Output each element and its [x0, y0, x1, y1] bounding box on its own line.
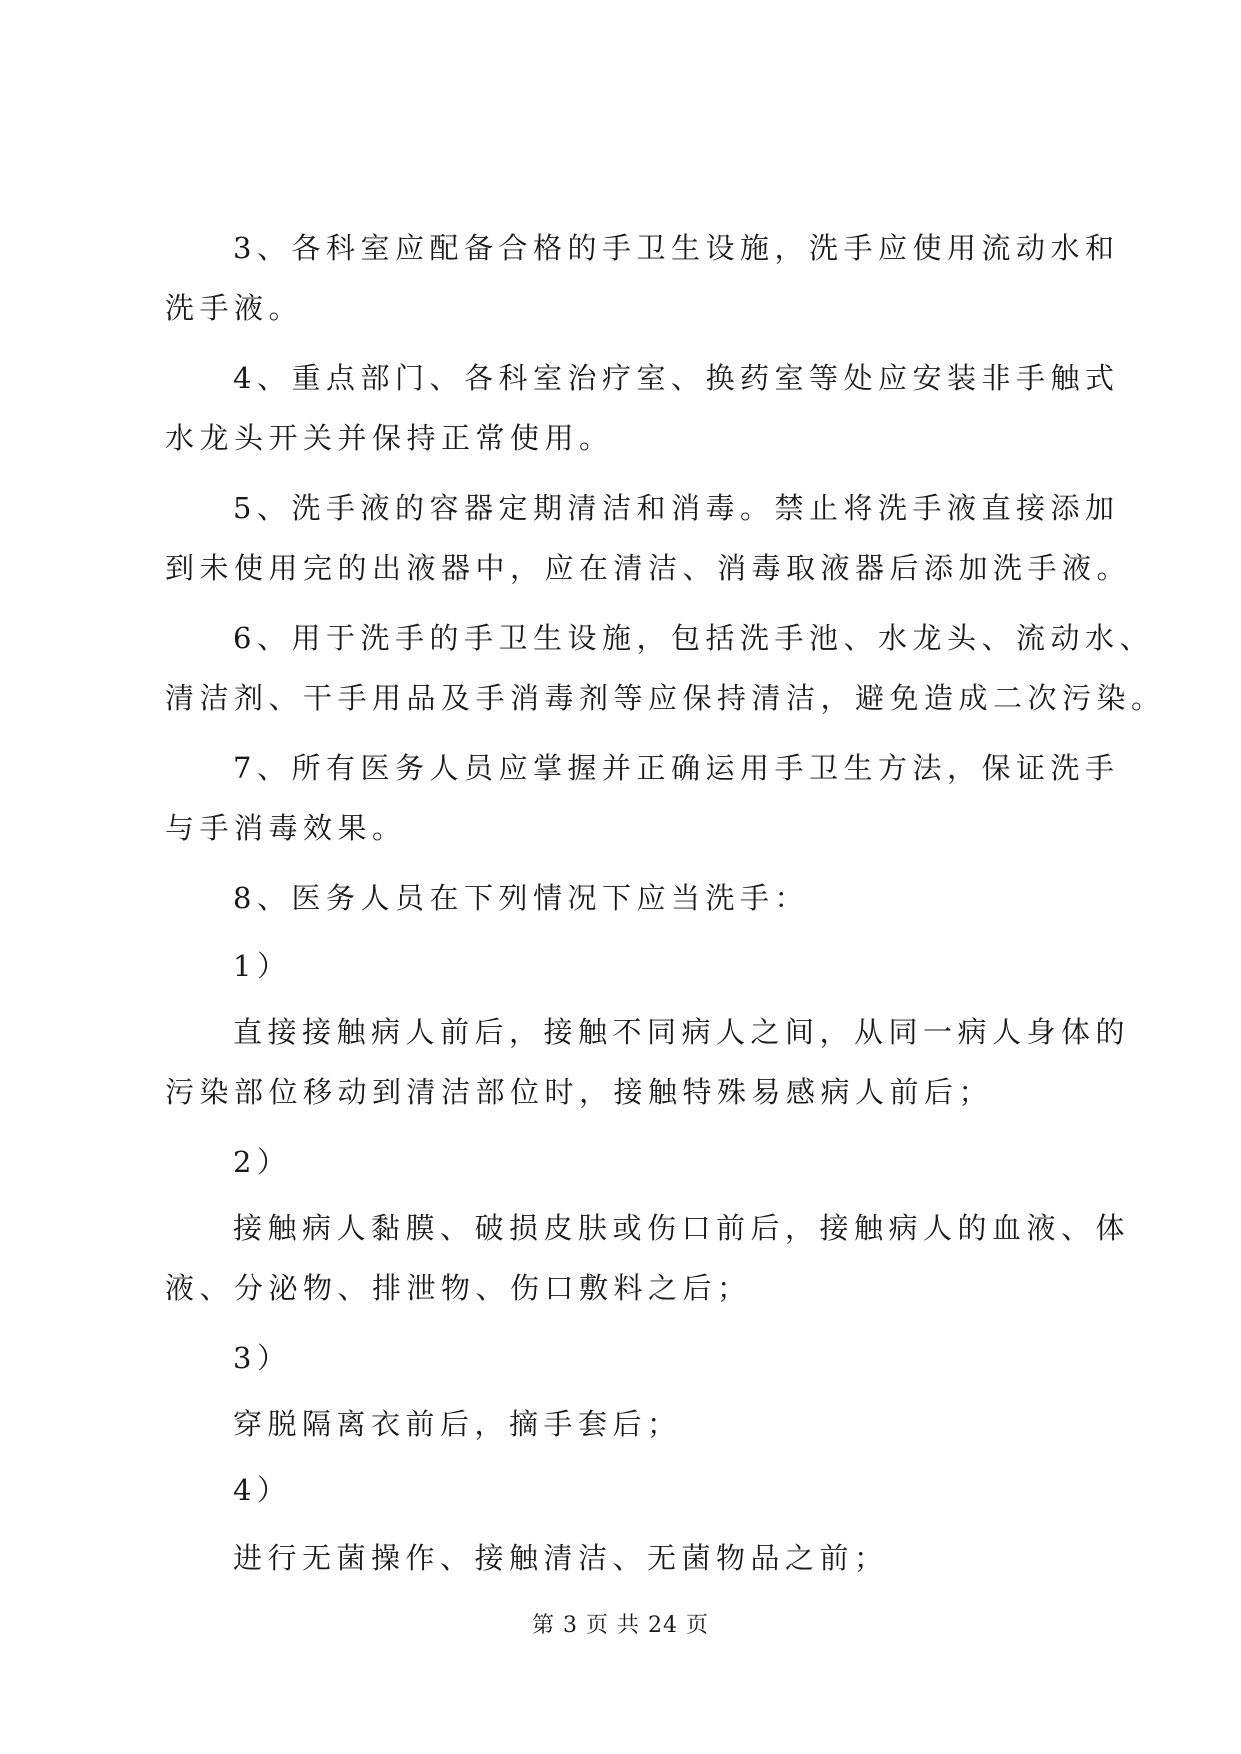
- item-2-marker: 2）: [233, 1145, 292, 1179]
- paragraph-5-line-1: 5、洗手液的容器定期清洁和消毒。禁止将洗手液直接添加: [233, 491, 1120, 525]
- item-1-line-1: 直接接触病人前后，接触不同病人之间，从同一病人身体的: [233, 1015, 1131, 1049]
- paragraph-7-line-2: 与手消毒效果。: [165, 811, 407, 845]
- paragraph-6-line-1: 6、用于洗手的手卫生设施，包括洗手池、水龙头、流动水、: [233, 621, 1154, 655]
- paragraph-7-line-1: 7、所有医务人员应掌握并正确运用手卫生方法，保证洗手: [233, 751, 1120, 785]
- item-3-marker: 3）: [233, 1341, 292, 1375]
- item-1-marker: 1）: [233, 949, 292, 983]
- paragraph-3-line-1: 3、各科室应配备合格的手卫生设施，洗手应使用流动水和: [233, 231, 1120, 265]
- page-number-footer: 第 3 页 共 24 页: [532, 1613, 709, 1638]
- item-2-line-1: 接触病人黏膜、破损皮肤或伤口前后，接触病人的血液、体: [233, 1211, 1131, 1245]
- paragraph-4-line-2: 水龙头开关并保持正常使用。: [165, 421, 614, 455]
- paragraph-6-line-2: 清洁剂、干手用品及手消毒剂等应保持清洁，避免造成二次污染。: [165, 681, 1166, 715]
- item-4-line-1: 进行无菌操作、接触清洁、无菌物品之前；: [233, 1541, 889, 1575]
- paragraph-4-line-1: 4、重点部门、各科室治疗室、换药室等处应安装非手触式: [233, 361, 1120, 395]
- item-4-marker: 4）: [233, 1473, 292, 1507]
- paragraph-3-line-2: 洗手液。: [165, 291, 304, 325]
- item-3-line-1: 穿脱隔离衣前后，摘手套后；: [233, 1407, 682, 1441]
- item-2-line-2: 液、分泌物、排泄物、伤口敷料之后；: [165, 1271, 752, 1305]
- paragraph-8-line-1: 8、医务人员在下列情况下应当洗手：: [233, 881, 809, 915]
- item-1-line-2: 污染部位移动到清洁部位时，接触特殊易感病人前后；: [165, 1075, 994, 1109]
- paragraph-5-line-2: 到未使用完的出液器中，应在清洁、消毒取液器后添加洗手液。: [165, 551, 1132, 585]
